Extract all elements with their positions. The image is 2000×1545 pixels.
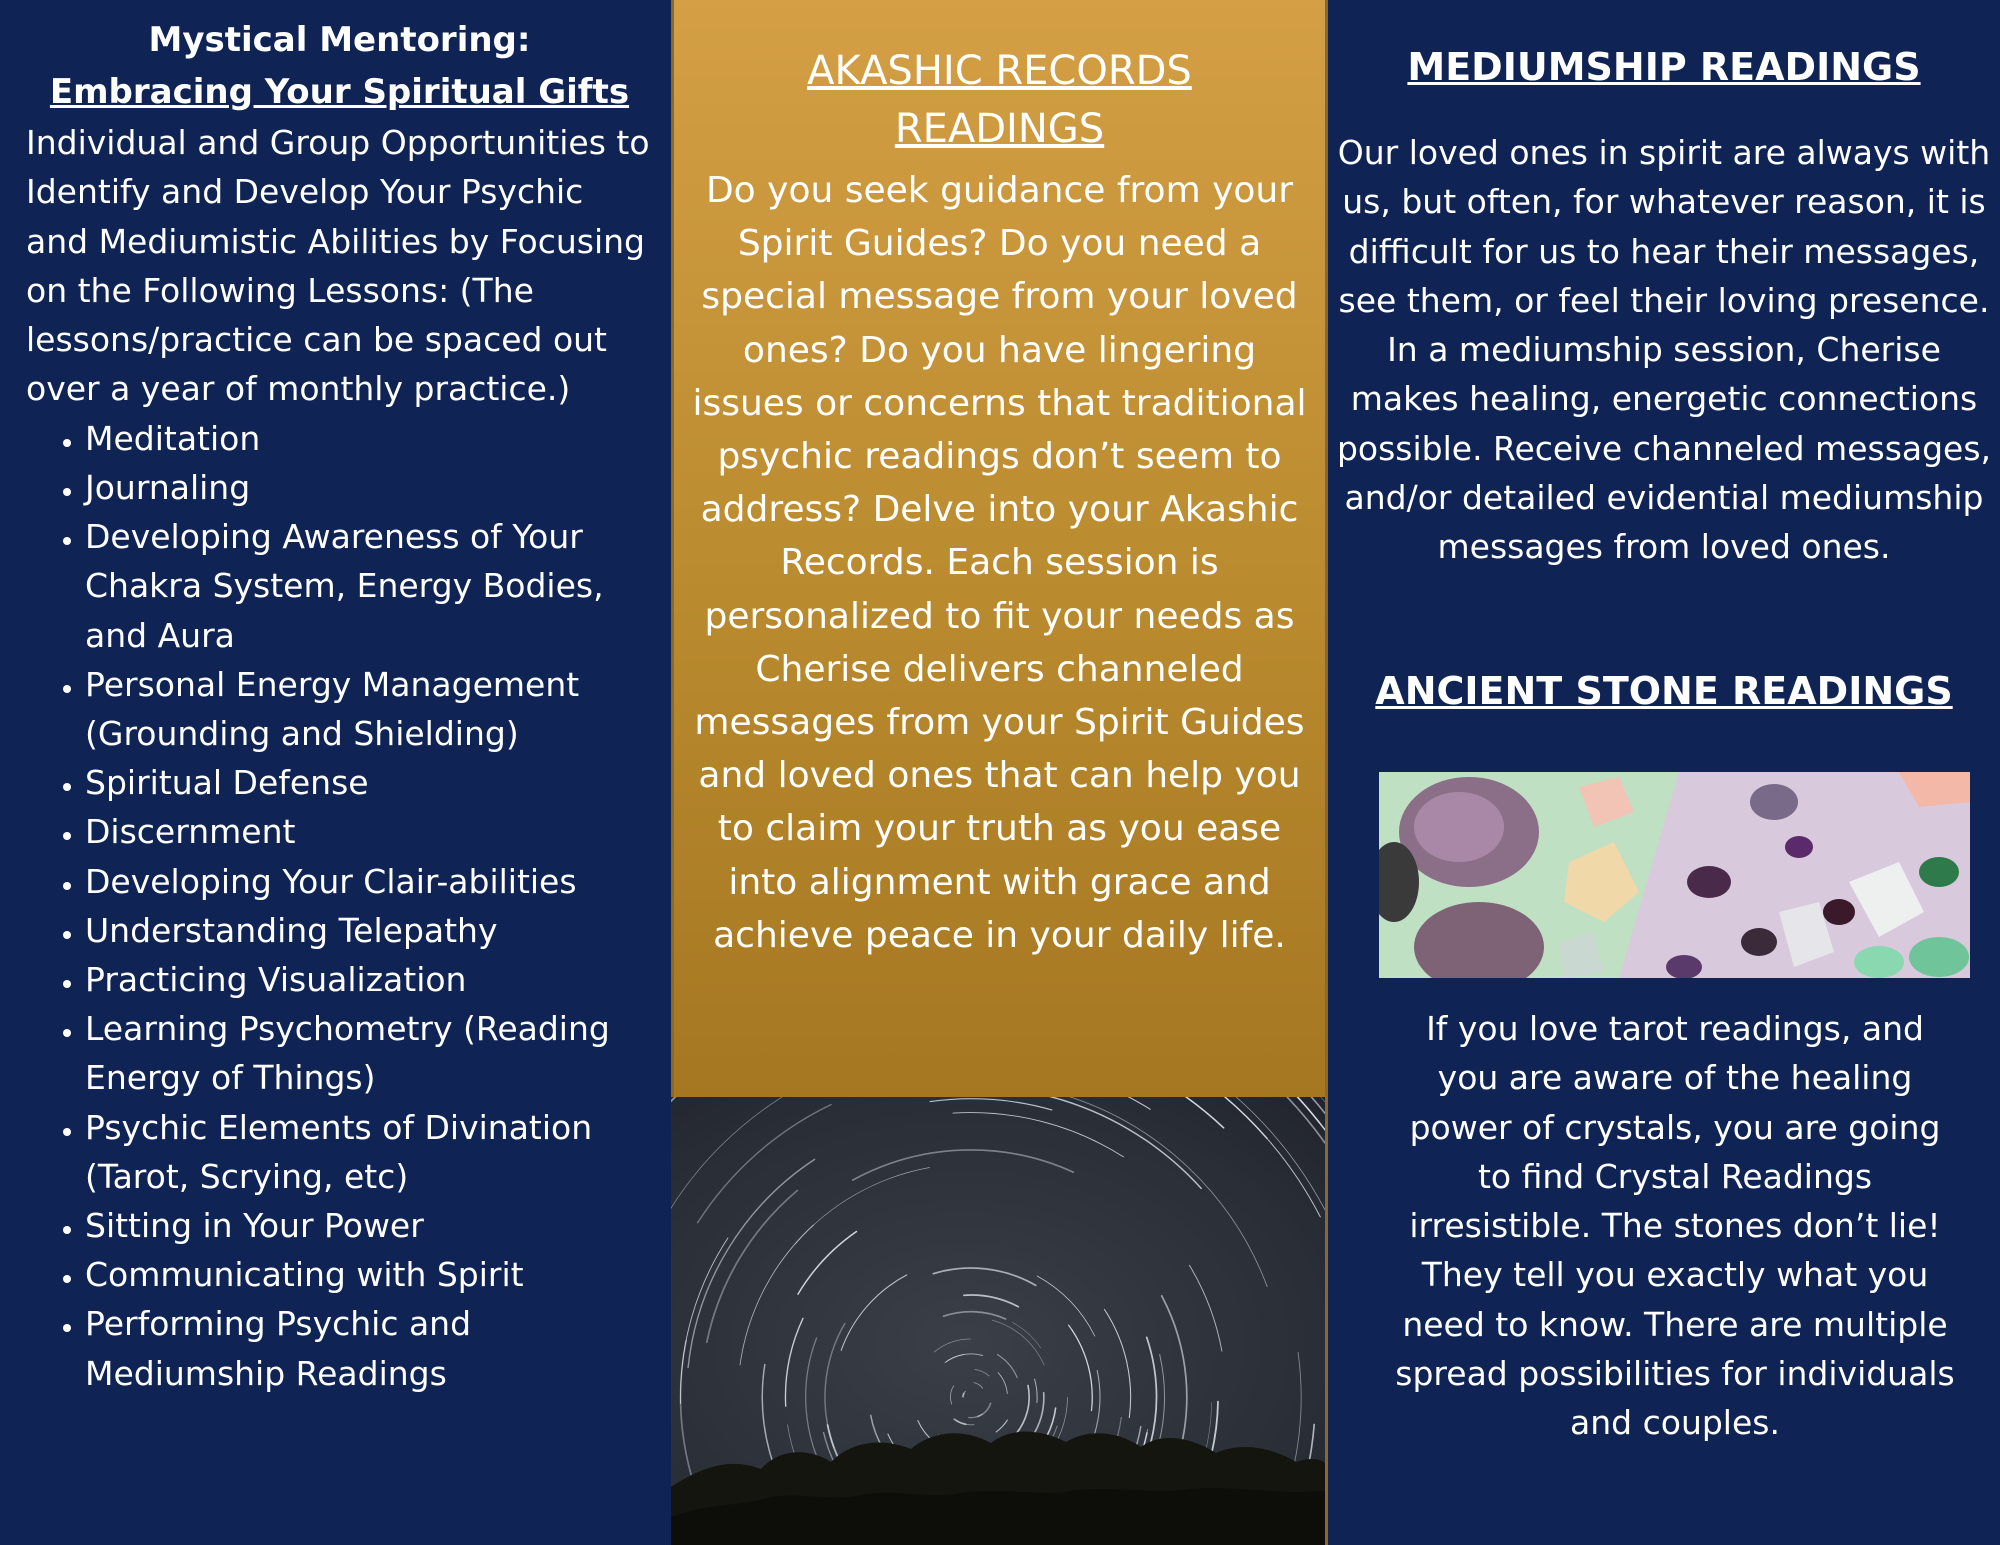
mentoring-subtitle: Embracing Your Spiritual Gifts [49, 72, 630, 112]
list-item: • Psychic Elements of Divination (Tarot, Scrying, etc) [85, 1103, 653, 1201]
star-trails-image [671, 1097, 1325, 1545]
list-item: • Journaling [85, 463, 653, 512]
list-item: • Developing Awareness of Your Chakra System, Energy Bodies, and Aura [85, 512, 653, 660]
lessons-list [26, 414, 653, 1398]
list-item: • Learning Psychometry (Reading Energy of Things) [85, 1004, 653, 1102]
akashic-panel [674, 0, 1325, 1097]
mediumship-body: Our loved ones in spirit are always with us, but often, for whatever reason, it is difficult for us to hear their messages, see them, or feel their loving presence. In a mediumship session, Cherise makes healing, energetic connections possible. Receive channeled messages, and/or detailed evidential mediumship messages from loved ones. [1336, 133, 1992, 567]
list-item: • Meditation [85, 414, 653, 463]
stone-body: If you love tarot readings, and you are aware of the healing power of crystals, you are going to find Crystal Readings irresistible. The stones don’t lie! They tell you exactly what you need to know. There are multiple spread possibilities for individuals and couples. [1395, 1009, 1955, 1443]
mediumship-heading: MEDIUMSHIP READINGS [1407, 45, 1921, 89]
list-item: • Communicating with Spirit [85, 1250, 653, 1299]
akashic-body: Do you seek guidance from your Spirit Guides? Do you need a special message from your loved ones? Do you have lingering issues or concerns that traditional psychic readings don’t seem to address? Delve into your Akashic Records. Each session is personalized to fit your needs as Cherise delivers channeled messages from your Spirit Guides and loved ones that can help you to claim your truth as you ease into alignment with grace and achieve peace in your daily life. [692, 170, 1307, 956]
stone-heading: ANCIENT STONE READINGS [1375, 669, 1953, 713]
list-item: • Practicing Visualization [85, 955, 653, 1004]
list-item: • Understanding Telepathy [85, 906, 653, 955]
readings-panel [1328, 0, 2000, 1545]
list-item: • Spiritual Defense [85, 758, 653, 807]
list-item: • Sitting in Your Power [85, 1201, 653, 1250]
akashic-heading: AKASHIC RECORDS READINGS [807, 48, 1192, 152]
list-item: • Developing Your Clair-abilities [85, 857, 653, 906]
crystals-photo [1379, 772, 1970, 978]
mentoring-intro: Individual and Group Opportunities to Identify and Develop Your Psychic and Mediumistic Abilities by Focusing on the Following Lessons: (The lessons/practice can be spaced out over a year of monthly practice.) [26, 123, 650, 409]
list-item: • Performing Psychic and Mediumship Readings [85, 1299, 653, 1397]
star-trails-photo [671, 1097, 1325, 1545]
mentoring-title: Mystical Mentoring: [148, 20, 531, 60]
list-item: • Personal Energy Management (Grounding and Shielding) [85, 660, 653, 758]
mentoring-panel [0, 0, 671, 1545]
crystals-image [1379, 772, 1970, 978]
list-item: • Discernment [85, 807, 653, 856]
